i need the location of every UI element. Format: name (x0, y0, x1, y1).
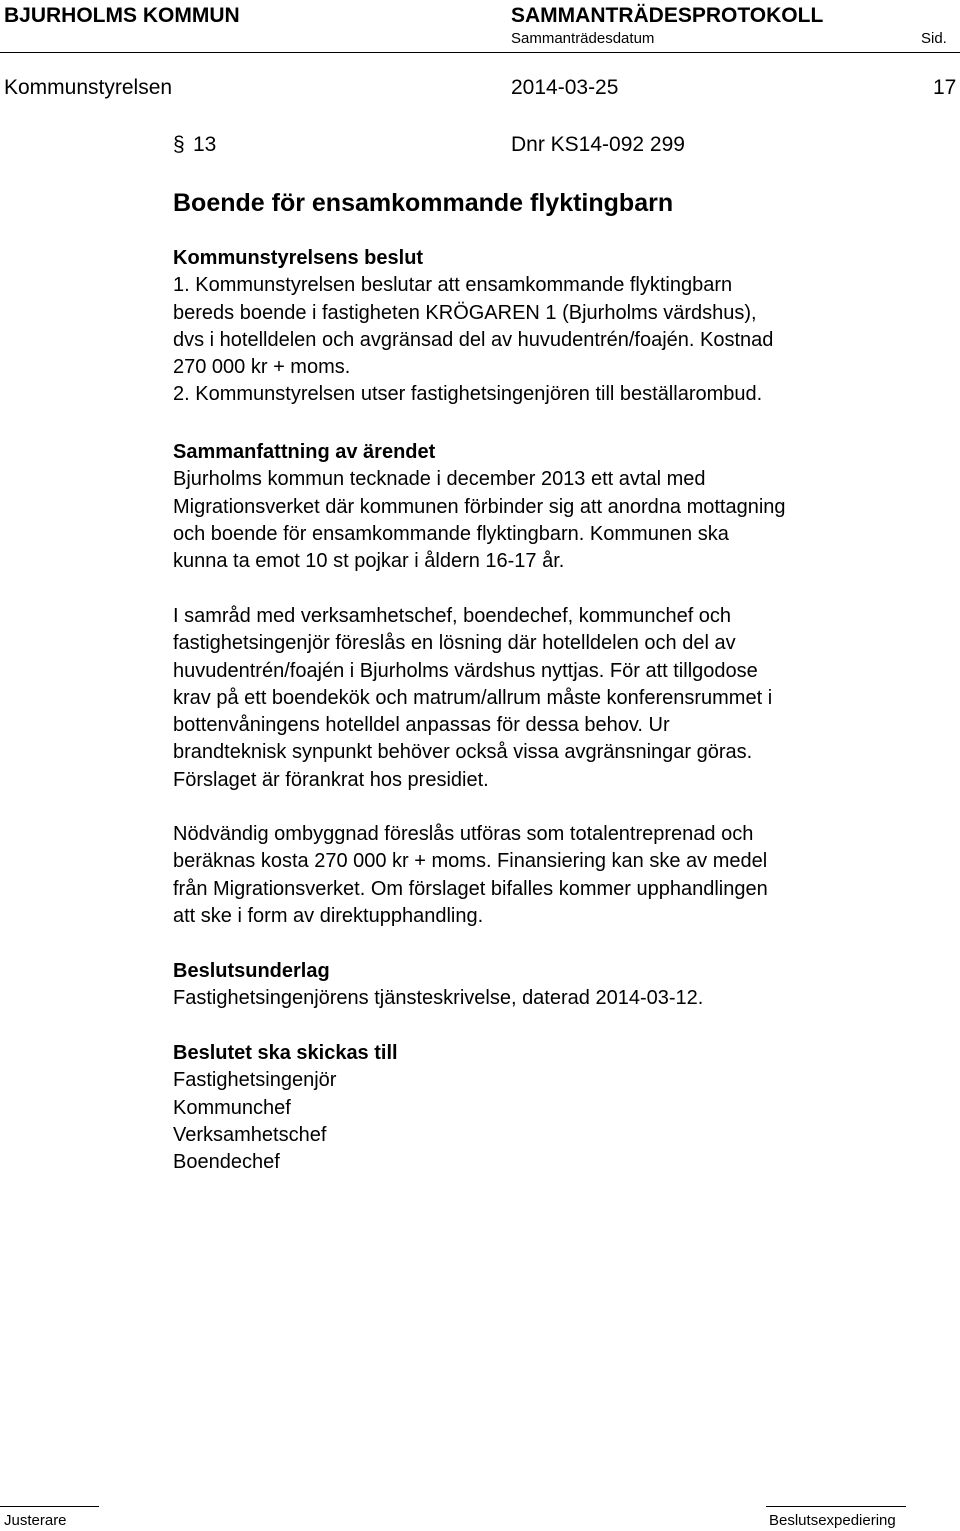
summary-line: brandteknisk synpunkt behöver också vissa avgränsningar göras. (173, 741, 753, 764)
footer-left-divider (0, 1506, 99, 1507)
header-divider (0, 52, 960, 53)
summary-line: Nödvändig ombyggnad föreslås utföras som totalentreprenad och (173, 823, 754, 845)
meeting-date: 2014-03-25 (511, 76, 619, 99)
recipients-section (173, 1040, 933, 1176)
decision-line: 270 000 kr + moms. (173, 356, 351, 379)
document-type: SAMMANTRÄDESPROTOKOLL (511, 4, 824, 27)
basis-heading: Beslutsunderlag (173, 960, 330, 982)
summary-line: krav på ett boendekök och matrum/allrum måste konferensrummet i (173, 686, 773, 709)
summary-paragraph-2 (173, 603, 933, 794)
footer-right-divider (766, 1506, 906, 1507)
dnr: Dnr KS14-092 299 (511, 133, 685, 156)
summary-line: bottenvåningens hotelldel anpassas för dessa behov. Ur (173, 714, 670, 737)
footer-signer-label: Justerare (4, 1512, 67, 1529)
page-title: Boende för ensamkommande flyktingbarn (173, 189, 674, 217)
page-number: 17 (933, 76, 957, 99)
decision-heading: Kommunstyrelsens beslut (173, 247, 424, 269)
summary-line: att ske i form av direktupphandling. (173, 904, 484, 927)
recipients-heading: Beslutet ska skickas till (173, 1042, 398, 1064)
summary-line: Bjurholms kommun tecknade i december 2013 ett avtal med (173, 468, 706, 491)
decision-line: 2. Kommunstyrelsen utser fastighetsingenjören till beställarombud. (173, 383, 763, 406)
decision-section (173, 245, 933, 409)
section-number: 13 (193, 133, 217, 156)
recipient-item: Kommunchef (173, 1096, 291, 1119)
summary-section (173, 439, 933, 575)
summary-line: huvudentrén/foajén i Bjurholms värdshus nyttjas. För att tillgodose (173, 659, 758, 682)
body-name: Kommunstyrelsen (4, 76, 173, 99)
summary-line: Förslaget är förankrat hos presidiet. (173, 768, 489, 791)
recipient-item: Fastighetsingenjör (173, 1069, 337, 1092)
summary-paragraph-3 (173, 821, 933, 930)
decision-line: 1. Kommunstyrelsen beslutar att ensamkommande flyktingbarn (173, 274, 733, 297)
page-label: Sid. (921, 30, 947, 47)
date-label: Sammanträdesdatum (511, 30, 655, 47)
summary-heading: Sammanfattning av ärendet (173, 441, 436, 463)
basis-text: Fastighetsingenjörens tjänsteskrivelse, daterad 2014-03-12. (173, 987, 704, 1010)
recipient-item: Verksamhetschef (173, 1123, 327, 1146)
summary-line: Migrationsverket där kommunen förbinder sig att anordna mottagning (173, 495, 786, 518)
summary-line: och boende för ensamkommande flyktingbarn. Kommunen ska (173, 522, 729, 545)
summary-line: I samråd med verksamhetschef, boendechef, kommunchef och (173, 605, 732, 627)
section-symbol: § (173, 133, 185, 156)
summary-line: från Migrationsverket. Om förslaget bifalles kommer upphandlingen (173, 877, 768, 900)
footer-dispatch-label: Beslutsexpediering (769, 1512, 896, 1529)
basis-section (173, 958, 933, 1013)
decision-line: dvs i hotelldelen och avgränsad del av huvudentrén/foajén. Kostnad (173, 328, 774, 351)
decision-line: bereds boende i fastigheten KRÖGAREN 1 (Bjurholms värdshus), (173, 301, 757, 324)
recipient-item: Boendechef (173, 1151, 280, 1174)
summary-line: kunna ta emot 10 st pojkar i åldern 16-17 år. (173, 550, 565, 573)
summary-line: beräknas kosta 270 000 kr + moms. Finansiering kan ske av medel (173, 850, 768, 873)
summary-line: fastighetsingenjör föreslås en lösning där hotelldelen och del av (173, 632, 736, 655)
org-name: BJURHOLMS KOMMUN (4, 4, 240, 27)
